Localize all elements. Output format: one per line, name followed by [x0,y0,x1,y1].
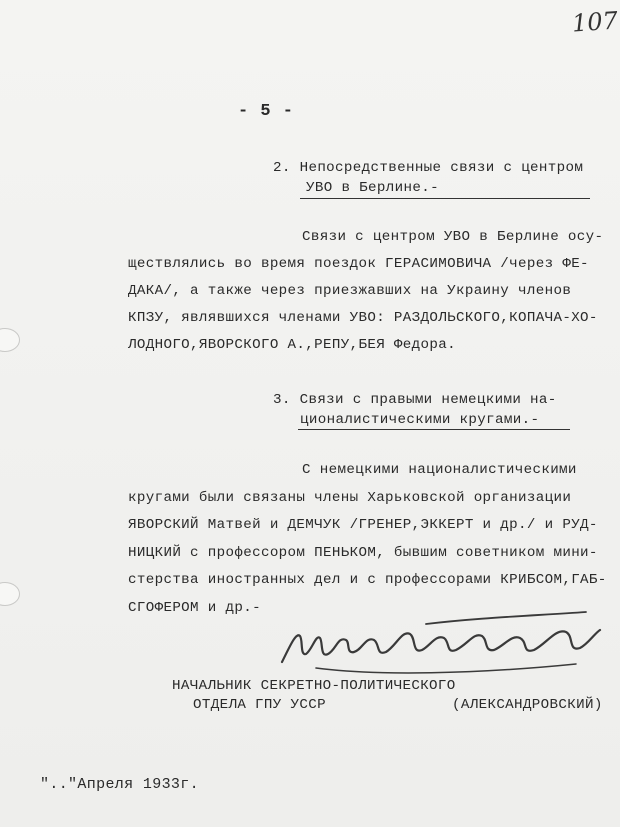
section3-heading-underline [298,429,570,430]
section3-para-line: кругами были связаны члены Харьковской организации [128,490,572,506]
section2-para-line: ДАКА/, а также через приезжавших на Украину членов [128,283,572,299]
section3-heading-line1: 3. Связи с правыми немецкими на- [273,392,557,408]
section2-para-line: Связи с центром УВО в Берлине осу- [302,229,604,245]
section2-heading-line2: УВО в Берлине.- [306,180,439,196]
section2-para-line: КПЗУ, являвшихся членами УВО: РАЗДОЛЬСКОГО,КОПАЧА-ХО- [128,310,598,326]
page-number: - 5 - [238,102,295,121]
punch-hole [0,582,20,606]
folio-number: 107 [571,6,619,38]
punch-hole [0,328,20,352]
section3-para-line: С немецкими националистическими [302,462,577,478]
section3-heading-line2: ционалистическими кругами.- [300,412,540,428]
section3-para-line: ЯВОРСКИЙ Матвей и ДЕМЧУК /ГРЕНЕР,ЭККЕРТ и др./ и РУД- [128,517,598,533]
section2-heading-line1: 2. Непосредственные связи с центром [273,160,584,176]
section3-para-line: стерства иностранных дел и с профессорами КРИБСОМ,ГАБ- [128,572,607,588]
section2-heading-underline [300,198,590,199]
signatory-title-line2: ОТДЕЛА ГПУ УССР [193,697,326,713]
signatory-name: (АЛЕКСАНДРОВСКИЙ) [452,697,603,713]
section3-para-line: СГОФЕРОМ и др.- [128,600,261,616]
section2-para-line: ЛОДНОГО,ЯВОРСКОГО А.,РЕПУ,БЕЯ Федора. [128,337,456,353]
handwritten-signature [276,606,606,684]
section2-para-line: ществлялись во время поездок ГЕРАСИМОВИЧА /через ФЕ- [128,256,589,272]
signatory-title-line1: НАЧАЛЬНИК СЕКРЕТНО-ПОЛИТИЧЕСКОГО [172,678,456,694]
section3-para-line: НИЦКИЙ с профессором ПЕНЬКОМ, бывшим советником мини- [128,545,598,561]
document-date: ".."Апреля 1933г. [40,776,199,793]
